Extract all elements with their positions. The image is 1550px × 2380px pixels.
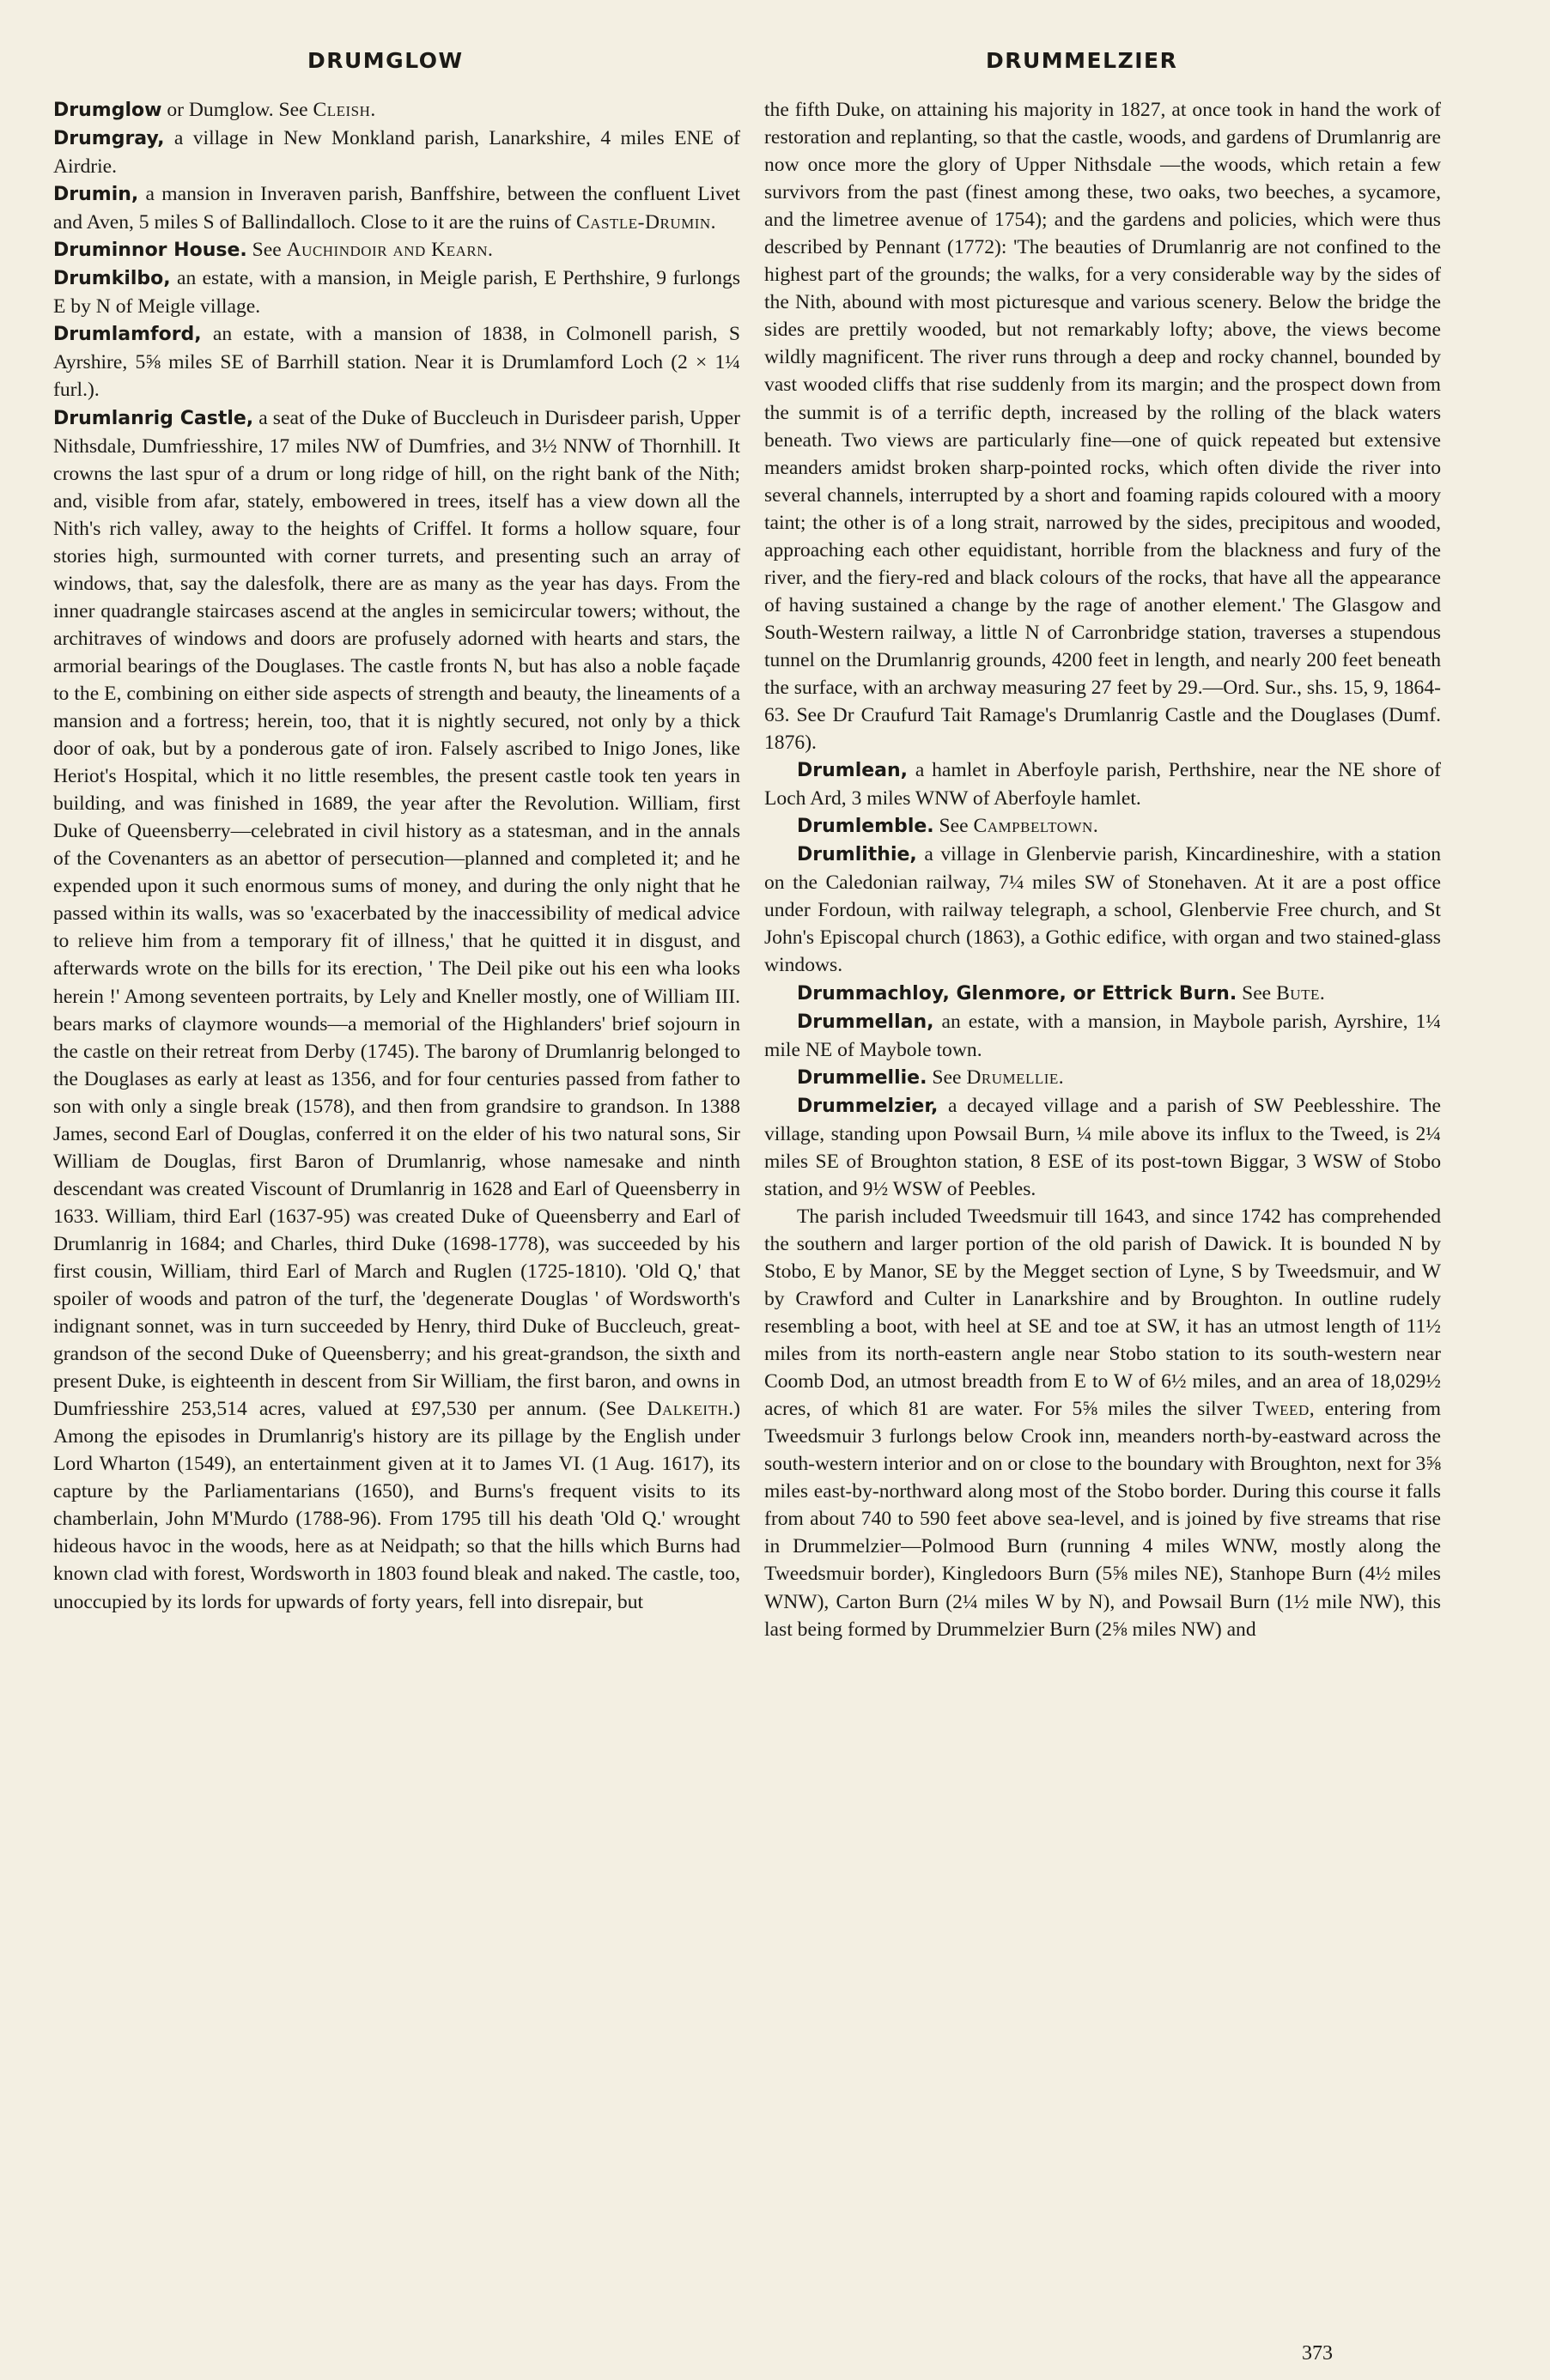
entry-headword: Drumlithie, — [797, 844, 917, 866]
entry-text: a hamlet in Aberfoyle parish, Perthshire, near the NE shore of Loch Ard, 3 miles WNW of Aberfoyle hamlet. — [764, 759, 1441, 811]
gazetteer-entry — [53, 96, 740, 124]
gazetteer-entry — [764, 1064, 1441, 1092]
cross-reference: Bute — [1276, 981, 1320, 1005]
gazetteer-entry — [764, 812, 1441, 841]
gazetteer-entry — [764, 1092, 1441, 1203]
entry-text: a mansion in Inveraven parish, Banffshire, between the confluent Livet and Aven, 5 miles S of Ballindalloch. Close to it are the ruins of — [53, 183, 740, 234]
entry-headword: Drummelzier, — [797, 1095, 939, 1117]
running-header-left: DRUMGLOW — [307, 48, 464, 73]
entry-headword: Drumlanrig Castle, — [53, 407, 254, 429]
gazetteer-entry — [764, 96, 1441, 756]
entry-text: an estate, with a mansion of 1838, in Colmonell parish, S Ayrshire, 5⅝ miles SE of Barrhill station. Near it is Drumlamford Loch (2 × 1¼ furl.). — [53, 323, 740, 402]
gazetteer-entry — [764, 1203, 1441, 1643]
gazetteer-entry — [764, 980, 1441, 1008]
cross-reference: Castle-Drumin — [575, 211, 711, 234]
entry-headword: Drumin, — [53, 184, 139, 206]
entry-text: See — [1237, 981, 1277, 1005]
entry-headword: Drumgray, — [53, 128, 165, 150]
entry-text: the fifth Duke, on attaining his majority in 1827, at once took in hand the work of restoration and replanting, so that the castle, woods, and gardens of Drumlanrig are now once more the glory of Upper Nithsdale —the woods, which retain a few survivors from the past (finest among these, two oaks, two beeches, a sycamore, and the limetree avenue of 1754); and the gardens and policies, which were thus described by Pennant (1772): 'The beauties of Drumlanrig are not confined to the highest part of the grounds; the walks, for a very considerable way by the sides of the Nith, abound with most picturesque and various scenery. Below the bridge the sides are prettily wooded, but not remarkably lofty; above, the views become wildly magnificent. The river runs through a deep and rocky channel, bounded by vast wooded cliffs that rise suddenly from its margin; and the prospect down from the summit is of a terrific depth, increased by the rolling of the black waters beneath. Two views are particularly fine—one of quick repeated but extensive meanders amidst broken sharp-pointed rocks, which often divide the river into several channels, interrupted by a short and foaming rapids coloured with a moory taint; the other is of a long strait, narrowed by the sides, precipitous and wooded, approaching each other equidistant, horrible from the blackness and fury of the river, and the fiery-red and black colours of the rocks, that have all the appearance of having sustained a change by the rage of another element.' The Glasgow and South-Western railway, a little N of Carronbridge station, traverses a stupendous tunnel on the Drumlanrig grounds, 4200 feet in length, and nearly 200 feet beneath the surface, with an archway measuring 27 feet by 29.—Ord. Sur., shs. 15, 9, 1864-63. See Dr Craufurd Tait Ramage's Drumlanrig Castle and the Douglases (Dumf. 1876). — [764, 99, 1441, 755]
entry-text: .) Among the episodes in Drumlanrig's history are its pillage by the English under Lord Wharton (1549), an entertainment given at it to James VI. (1 Aug. 1617), its capture by the Parliamentarians (1650), and Burns's frequent visits to its chamberlain, John M'Murdo (1788-96). From 1795 till his death 'Old Q.' wrought hideous havoc in the woods, here as at Neidpath; so that the hills which Burns had known clad with forest, Wordsworth in 1803 found bleak and naked. The castle, too, unoccupied by its lords for upwards of forty years, fell into disrepair, but — [53, 1398, 740, 1613]
entry-text: See — [933, 815, 974, 838]
gazetteer-entry — [53, 236, 740, 264]
entry-text: an estate, with a mansion, in Maybole parish, Ayrshire, 1¼ mile NE of Maybole town. — [764, 1010, 1441, 1061]
cross-reference: Cleish — [313, 99, 371, 121]
gazetteer-entry — [764, 841, 1441, 979]
entry-headword: Drumlamford, — [53, 324, 202, 346]
gazetteer-entry — [764, 756, 1441, 812]
entry-headword: Drummachloy, Glenmore, or Ettrick Burn. — [797, 982, 1237, 1005]
entry-text: See — [927, 1066, 967, 1089]
entry-text: . — [370, 99, 376, 121]
entry-text: . — [488, 239, 493, 262]
entry-headword: Drummellie. — [797, 1066, 927, 1089]
entry-text: a village in Glenbervie parish, Kincardineshire, with a station on the Caledonian railway, 7¼ miles SW of Stonehaven. At it are a post office under Fordoun, with railway telegraph, a school, Glenbervie Free church, and St John's Episcopal church (1863), a Gothic edifice, with organ and two stained-glass windows. — [764, 843, 1441, 977]
right-column — [764, 96, 1441, 1643]
gazetteer-entry — [53, 404, 740, 1616]
entry-headword: Drumglow — [53, 100, 162, 121]
entry-text: . — [1092, 815, 1098, 838]
gazetteer-entry — [53, 320, 740, 404]
entry-headword: Drummellan, — [797, 1011, 934, 1033]
cross-reference: Drumellie — [966, 1066, 1059, 1089]
entry-text: a village in New Monkland parish, Lanarkshire, 4 miles ENE of Airdrie. — [53, 127, 740, 179]
entry-text: a decayed village and a parish of SW Peeblesshire. The village, standing upon Powsail Burn, ¼ mile above its influx to the Tweed, is 2¼ miles SE of Broughton station, 8 ESE of its post-town Biggar, 3 WSW of Stobo station, and 9½ WSW of Peebles. — [764, 1094, 1441, 1200]
entry-text: an estate, with a mansion, in Meigle parish, E Perthshire, 9 furlongs E by N of Meigle village. — [53, 267, 740, 319]
entry-headword: Drumkilbo, — [53, 268, 171, 290]
entry-headword: Druminnor House. — [53, 240, 247, 262]
entry-text: See — [246, 239, 287, 262]
entry-headword: Drumlean, — [797, 760, 909, 782]
cross-reference: Tweed — [1252, 1398, 1310, 1421]
page-number: 373 — [1302, 2342, 1333, 2365]
entry-text: . — [710, 211, 716, 234]
gazetteer-entry — [53, 264, 740, 320]
cross-reference: Auchindoir and Kearn — [286, 239, 488, 262]
cross-reference: Campbeltown — [973, 815, 1093, 838]
entry-text: or Dumglow. See — [161, 99, 313, 121]
cross-reference: Dalkeith — [647, 1398, 729, 1421]
entry-text: , entering from Tweedsmuir 3 furlongs below Crook inn, meanders north-by-eastward across the south-western interior and on or close to the boundary with Broughton, next for 3⅝ miles east-by-northward along most of the Stobo border. During this course it falls from about 740 to 590 feet above sea-level, and is joined by five streams that rise in Drummelzier—Polmood Burn (running 4 miles WNW, mostly along the Tweedsmuir border), Kingledoors Burn (5⅝ miles NE), Stanhope Burn (4½ miles WNW), Carton Burn (2¼ miles W by N), and Powsail Burn (1½ mile NW), this last being formed by Drummelzier Burn (2⅝ miles NW) and — [764, 1398, 1441, 1641]
entry-text: . — [1058, 1066, 1064, 1089]
entry-headword: Drumlemble. — [797, 816, 934, 838]
entry-text: a seat of the Duke of Buccleuch in Durisdeer parish, Upper Nithsdale, Dumfriesshire, 17 miles NW of Dumfries, and 3½ NNW of Thornhill. It crowns the last spur of a drum or long ridge of hill, on the right bank of the Nith; and, visible from afar, stately, embowered in trees, itself has a view down all the Nith's rich valley, away to the heights of Criffel. It forms a hollow square, four stories high, surmounted with corner turrets, and presenting such an array of windows, that, say the dalesfolk, there are as many as the year has days. From the inner quadrangle staircases ascend at the angles in semicircular towers; without, the architraves of windows and doors are profusely adorned with hearts and stars, the armorial bearings of the Douglases. The castle fronts N, but has also a noble façade to the E, combining on either side aspects of strength and beauty, the lineaments of a mansion and a fortress; herein, too, that it is nightly secured, not only by a thick door of oak, but by a ponderous gate of iron. Falsely ascribed to Inigo Jones, like Heriot's Hospital, which it no little resembles, the present castle took ten years in building, and was finished in 1689, the year after the Revolution. William, first Duke of Queensberry—celebrated in civil history as a statesman, and in the annals of the Covenanters as an abettor of persecution—planned and completed it; and he expended upon it such enormous sums of money, and during the only night that he passed within its walls, was so 'exacerbated by the inaccessibility of medical advice to relieve him from a temporary fit of illness,' that he quitted it in disgust, and afterwards wrote on the bills for its erection, ' The Deil pike out his een wha looks herein !' Among seventeen portraits, by Lely and Kneller mostly, one of William III. bears marks of claymore wounds—a memorial of the Highlanders' brief sojourn in the castle on their retreat from Derby (1745). The barony of Drumlanrig belonged to the Douglases as early at least as 1356, and for four centuries passed from father to son with only a single break (1578), and then from grandsire to grandson. In 1388 James, second Earl of Douglas, conferred it on the elder of his two natural sons, Sir William de Douglas, first Baron of Drumlanrig, whose namesake and ninth descendant was created Viscount of Drumlanrig in 1628 and Earl of Queensberry in 1633. William, third Earl (1637-95) was created Duke of Queensberry and Earl of Drumlanrig in 1684; and Charles, third Duke (1698-1778), was succeeded by his first cousin, William, third Earl of March and Ruglen (1725-1810). 'Old Q,' that spoiler of woods and patron of the turf, the 'degenerate Douglas ' of Wordsworth's indignant sonnet, was in turn succeeded by Henry, third Duke of Buccleuch, great-grandson of the second Duke of Queensberry; and his great-grandson, the sixth and present Duke, is eighteenth in descent from Sir William, the first baron, and owns in Dumfriesshire 253,514 acres, valued at £97,530 per annum. (See — [53, 406, 740, 1421]
entry-text: The parish included Tweedsmuir till 1643, and since 1742 has comprehended the southern and larger portion of the old parish of Dawick. It is bounded N by Stobo, E by Manor, SE by the Megget section of Lyne, S by Tweedsmuir, and W by Crawford and Culter in Lanarkshire and by Broughton. In outline rudely resembling a boot, with heel at SE and toe at SW, it has an utmost length of 11½ miles from its north-eastern angle near Stobo station to its south-western near Coomb Dod, an utmost breadth from E to W of 6½ miles, and an area of 18,029½ acres, of which 81 are water. For 5⅝ miles the silver — [764, 1205, 1441, 1421]
gazetteer-entry — [53, 180, 740, 236]
gazetteer-entry — [764, 1008, 1441, 1064]
entry-text: . — [1319, 981, 1325, 1005]
running-header-right: DRUMMELZIER — [986, 48, 1178, 73]
gazetteer-entry — [53, 124, 740, 180]
left-column — [53, 96, 740, 1616]
